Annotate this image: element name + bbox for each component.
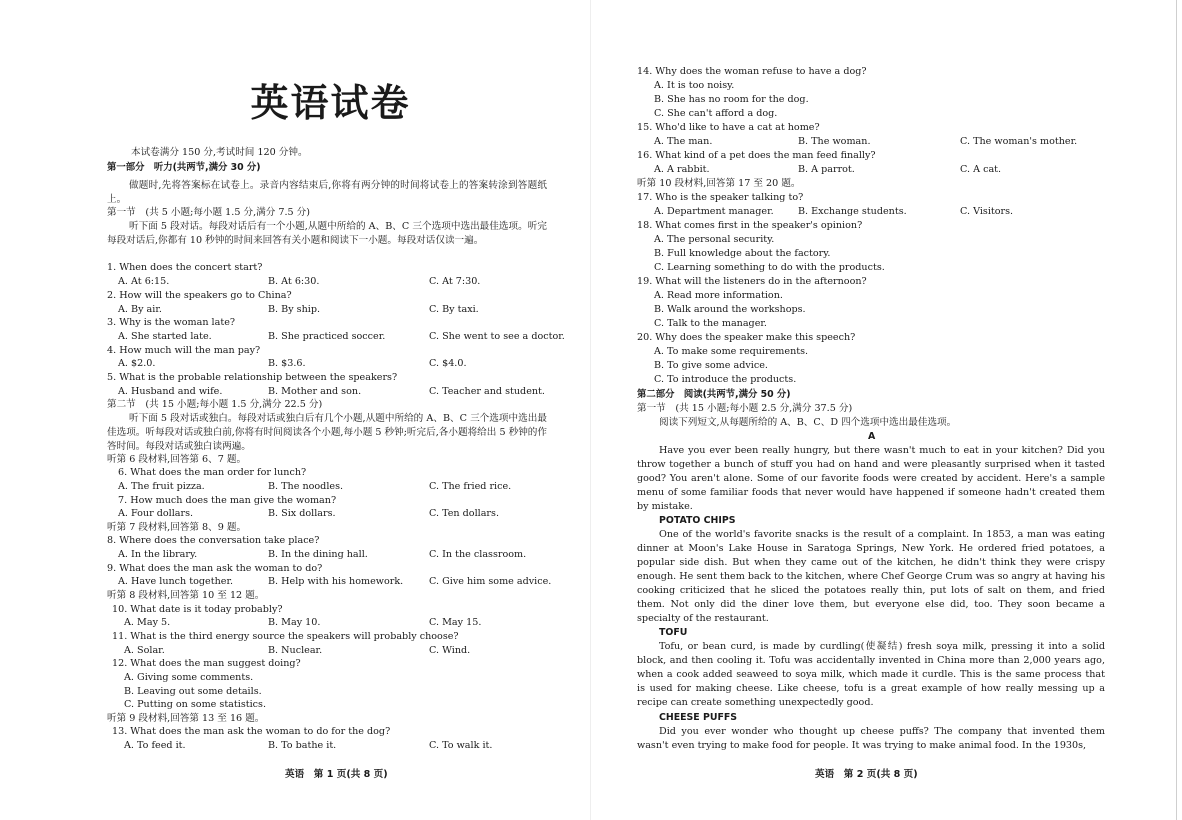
option-c: C. $4.0. — [429, 358, 467, 369]
option-b: B. To bathe it. — [268, 740, 337, 751]
option-c: C. She went to see a doctor. — [429, 331, 565, 342]
option-b: B. Walk around the workshops. — [654, 304, 806, 315]
option-c: C. Putting on some statistics. — [124, 699, 267, 710]
option-c: C. Wind. — [429, 645, 471, 656]
question-stem: 14. Why does the woman refuse to have a dog? — [637, 66, 867, 77]
option-a: A. $2.0. — [118, 358, 156, 369]
exam-page-2 — [591, 0, 1182, 820]
option-a: A. Read more information. — [654, 290, 783, 301]
material-9-instruction: 听第 9 段材料,回答第 13 至 16 题。 — [107, 713, 265, 724]
option-c: C. The woman's mother. — [960, 136, 1078, 147]
question-stem: 12. What does the man suggest doing? — [112, 658, 301, 669]
reading-instructions: 阅读下列短文,从每题所给的 A、B、C、D 四个选项中选出最佳选项。 — [659, 417, 957, 428]
option-a: A. Four dollars. — [118, 508, 194, 519]
option-a: A. She started late. — [118, 331, 212, 342]
option-a: A. The fruit pizza. — [118, 481, 205, 492]
option-c: C. In the classroom. — [429, 549, 527, 560]
section1-heading: 第一节 (共 5 小题;每小题 1.5 分,满分 7.5 分) — [107, 207, 310, 218]
section-heading-tofu: TOFU — [659, 627, 688, 638]
option-c: C. May 15. — [429, 617, 482, 628]
option-a: A. Department manager. — [654, 206, 774, 217]
option-a: A. The personal security. — [654, 234, 775, 245]
section-heading-potato-chips: POTATO CHIPS — [659, 515, 736, 526]
option-b: B. May 10. — [268, 617, 321, 628]
option-a: A. To feed it. — [124, 740, 186, 751]
option-b: B. At 6:30. — [268, 276, 320, 287]
question-stem: 2. How will the speakers go to China? — [107, 290, 292, 301]
exam-intro: 本试卷满分 150 分,考试时间 120 分钟。 — [131, 147, 308, 158]
question-stem: 6. What does the man order for lunch? — [118, 467, 307, 478]
question-stem: 7. How much does the man give the woman? — [118, 495, 337, 506]
option-b: B. Mother and son. — [268, 386, 362, 397]
option-a: A. To make some requirements. — [654, 346, 809, 357]
option-c: C. To walk it. — [429, 740, 493, 751]
question-stem: 13. What does the man ask the woman to do for the dog? — [112, 726, 391, 737]
material-10-instruction: 听第 10 段材料,回答第 17 至 20 题。 — [637, 178, 801, 189]
option-b: B. $3.6. — [268, 358, 306, 369]
option-b: B. She has no room for the dog. — [654, 94, 809, 105]
option-c: C. Teacher and student. — [429, 386, 545, 397]
option-b: B. The woman. — [798, 136, 871, 147]
exam-title: 英语试卷 — [250, 81, 411, 125]
option-c: C. Visitors. — [960, 206, 1014, 217]
option-a: A. Have lunch together. — [118, 576, 234, 587]
section-heading-cheese-puffs: CHEESE PUFFS — [659, 712, 737, 723]
section1-instructions: 听下面 5 段对话。每段对话后有一个小题,从题中所给的 A、B、C 三个选项中选出最佳选项。听完每段对话后,你都有 10 秒钟的时间来回答有关小题和阅读下一小题。每段对话仅读一遍。 — [107, 221, 547, 246]
option-b: B. To give some advice. — [654, 360, 768, 371]
option-c: C. She can't afford a dog. — [654, 108, 778, 119]
option-b: B. Help with his homework. — [268, 576, 404, 587]
option-b: B. Nuclear. — [268, 645, 323, 656]
material-7-instruction: 听第 7 段材料,回答第 8、9 题。 — [107, 522, 247, 533]
option-c: C. Learning something to do with the products. — [654, 262, 885, 273]
passage-paragraph-3: Tofu, or bean curd, is made by curdling(使凝结) fresh soya milk, pressing it into a solid block, and then cooling it. Tofu was accidentally invented in China more than 2,000 years ago, when a cook added seaweed to soya milk, which made it curdle. This is the same process that is used for making cheese. Like cheese, tofu is a great example of how really messing up a recipe can create something unexpectedly good. — [637, 641, 1105, 708]
question-stem: 11. What is the third energy source the speakers will probably choose? — [112, 631, 459, 642]
part1-heading: 第一部分 听力(共两节,满分 30 分) — [107, 162, 261, 173]
option-a: A. Giving some comments. — [124, 672, 254, 683]
section2-heading: 第二节 (共 15 小题;每小题 1.5 分,满分 22.5 分) — [107, 399, 323, 410]
question-stem: 20. Why does the speaker make this speech? — [637, 332, 856, 343]
question-stem: 15. Who'd like to have a cat at home? — [637, 122, 820, 133]
question-stem: 4. How much will the man pay? — [107, 345, 261, 356]
question-stem: 3. Why is the woman late? — [107, 317, 236, 328]
section2-instructions: 听下面 5 段对话或独白。每段对话或独白后有几个小题,从题中所给的 A、B、C 三个选项中选出最佳选项。听每段对话或独白前,你将有时间阅读各个小题,每小题 5 秒钟;听完后,各小题将给出 5 秒钟的作答时间。每段对话或独白读两遍。 — [107, 413, 547, 452]
option-b: B. A parrot. — [798, 164, 855, 175]
option-b: B. Leaving out some details. — [124, 686, 262, 697]
part1-instructions: 做题时,先将答案标在试卷上。录音内容结束后,你将有两分钟的时间将试卷上的答案转涂到答题纸上。 — [107, 180, 547, 205]
option-a: A. Husband and wife. — [118, 386, 223, 397]
option-b: B. Six dollars. — [268, 508, 336, 519]
question-stem: 5. What is the probable relationship between the speakers? — [107, 372, 398, 383]
option-b: B. By ship. — [268, 304, 321, 315]
option-c: C. Talk to the manager. — [654, 318, 767, 329]
option-c: C. Ten dollars. — [429, 508, 499, 519]
question-stem: 16. What kind of a pet does the man feed finally? — [637, 150, 876, 161]
page-footer: 英语 第 2 页(共 8 页) — [815, 769, 918, 780]
passage-paragraph-4: Did you ever wonder who thought up cheese puffs? The company that invented them wasn't even trying to make food for people. It was trying to make animal food. In the 1930s, — [637, 726, 1105, 751]
question-stem: 18. What comes first in the speaker's opinion? — [637, 220, 863, 231]
option-a: A. It is too noisy. — [654, 80, 735, 91]
option-b: B. Exchange students. — [798, 206, 907, 217]
option-c: C. Give him some advice. — [429, 576, 552, 587]
material-8-instruction: 听第 8 段材料,回答第 10 至 12 题。 — [107, 590, 265, 601]
question-stem: 1. When does the concert start? — [107, 262, 263, 273]
option-b: B. In the dining hall. — [268, 549, 368, 560]
option-a: A. Solar. — [124, 645, 165, 656]
option-a: A. The man. — [654, 136, 713, 147]
question-stem: 8. Where does the conversation take place? — [107, 535, 320, 546]
material-6-instruction: 听第 6 段材料,回答第 6、7 题。 — [107, 454, 247, 465]
question-stem: 17. Who is the speaker talking to? — [637, 192, 804, 203]
option-b: B. Full knowledge about the factory. — [654, 248, 831, 259]
part2-heading: 第二部分 阅读(共两节,满分 50 分) — [637, 389, 791, 400]
question-stem: 10. What date is it today probably? — [112, 604, 283, 615]
option-a: A. A rabbit. — [654, 164, 710, 175]
option-c: C. To introduce the products. — [654, 374, 797, 385]
question-stem: 9. What does the man ask the woman to do? — [107, 563, 323, 574]
option-b: B. She practiced soccer. — [268, 331, 386, 342]
option-c: C. By taxi. — [429, 304, 479, 315]
option-a: A. In the library. — [118, 549, 198, 560]
option-a: A. By air. — [118, 304, 162, 315]
reading-section1-heading: 第一节 (共 15 小题;每小题 2.5 分,满分 37.5 分) — [637, 403, 853, 414]
option-a: A. At 6:15. — [118, 276, 170, 287]
option-c: C. The fried rice. — [429, 481, 512, 492]
option-b: B. The noodles. — [268, 481, 344, 492]
option-c: C. At 7:30. — [429, 276, 481, 287]
passage-paragraph-2: One of the world's favorite snacks is the result of a complaint. In 1853, a man was eating dinner at Moon's Lake House in Saratoga Springs, New York. He ordered fried potatoes, a popular side dish. But when they came out of the kitchen, he didn't think they were crispy enough. He sent them back to the kitchen, where Chef George Crum was so angry at having his cooking criticized that he sliced the potatoes really thin, put lots of salt on them, and fried them. Not only did the diner love them, but everyone else did, too. They soon became a specialty of the restaurant. — [637, 529, 1105, 624]
option-a: A. May 5. — [124, 617, 171, 628]
question-stem: 19. What will the listeners do in the afternoon? — [637, 276, 867, 287]
page-footer: 英语 第 1 页(共 8 页) — [285, 769, 388, 780]
passage-paragraph-1: Have you ever been really hungry, but there wasn't much to eat in your kitchen? Did you throw together a bunch of stuff you had on hand and were pleasantly surprised when it tasted good? You aren't alone. Some of our favorite foods were created by accident. Here's a sample menu of some familiar foods that never would have happened if someone hadn't created them by mistake. — [637, 445, 1105, 512]
passage-label: A — [868, 431, 876, 442]
page-edge-line — [1176, 0, 1177, 820]
option-c: C. A cat. — [960, 164, 1002, 175]
